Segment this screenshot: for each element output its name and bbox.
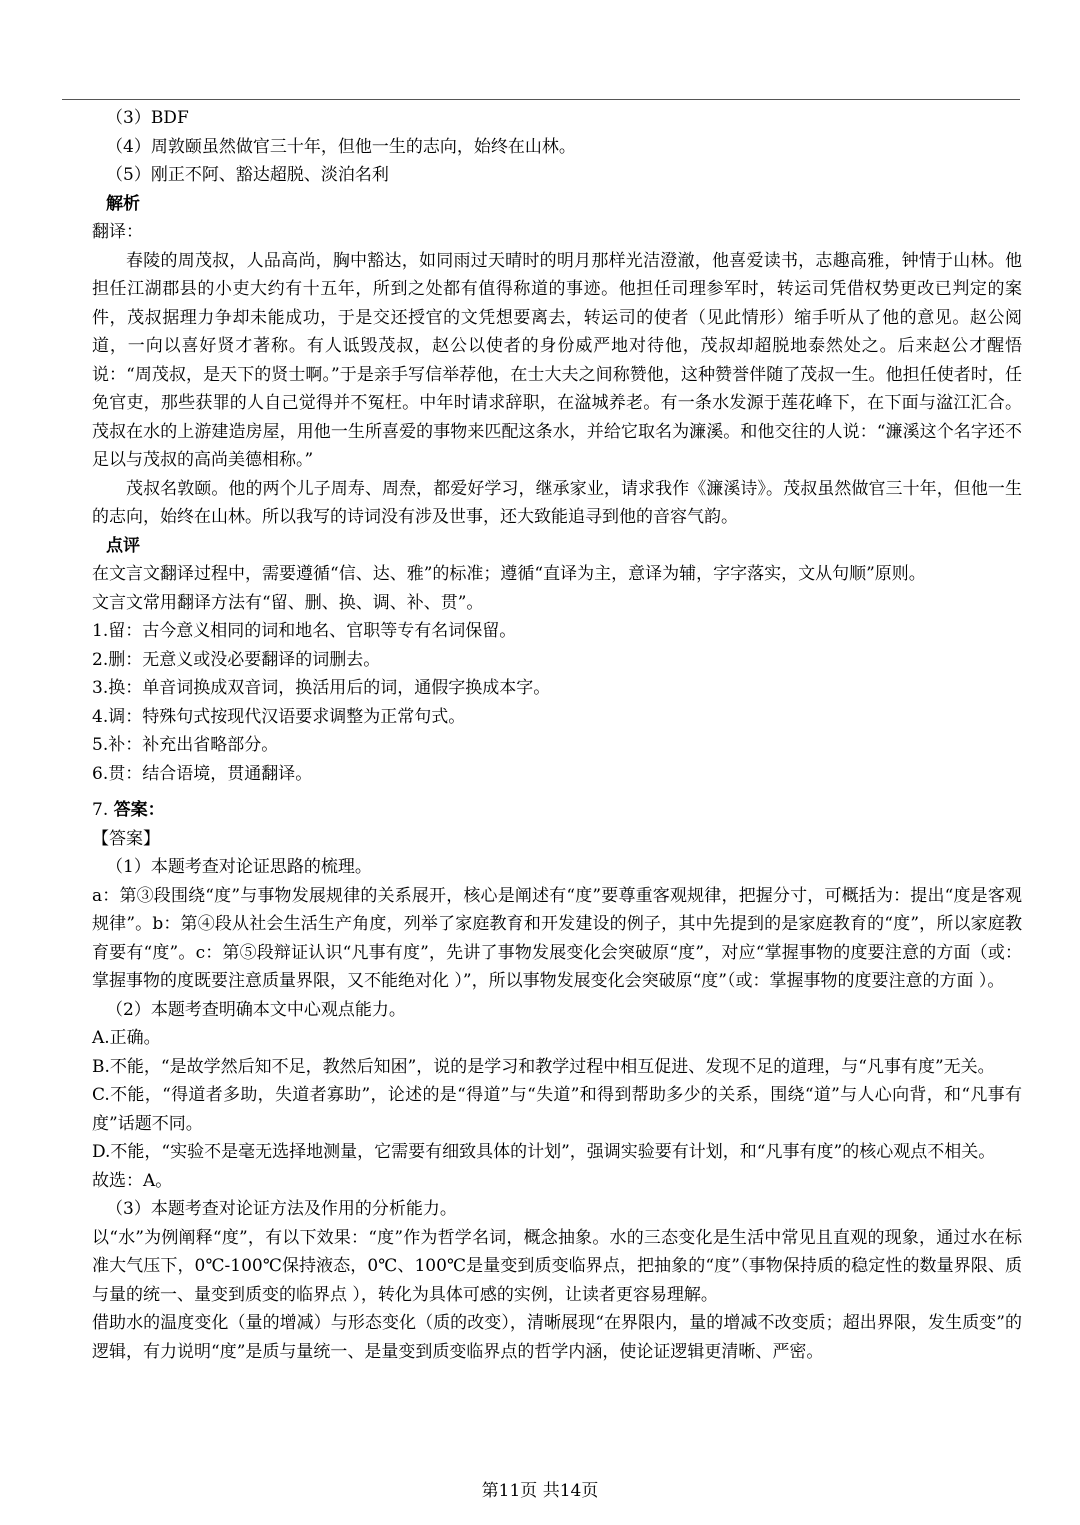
method-item-2: 2.删：无意义或没必要翻译的词删去。 bbox=[92, 649, 381, 670]
q7-sub1-body: a：第③段围绕“度”与事物发展规律的关系展开，核心是阐述有“度”要尊重客观规律，把握分寸，可概括为：提出“度是客观规律”。b：第④段从社会生活生产角度，列举了家庭教育和开发建设的例子，其中先提到的是家庭教育的“度”，所以家庭教育要有“度”。c：第⑤段辩证认识“凡事有度”，先讲了事物发展变化会突破原“度”，对应“掌握事物的度要注意的方面（或：掌握事物的度既要注意质量界限，又不能绝对化 ）”，所以事物发展变化会突破原“度”（或：掌握事物的度要注意的方面 ）。 bbox=[92, 885, 1022, 991]
method-item-5: 5.补：补充出省略部分。 bbox=[92, 735, 279, 755]
header-rule bbox=[62, 99, 1020, 100]
dianping-heading: 点评 bbox=[106, 535, 140, 556]
q7-selection: 故选：A。 bbox=[92, 1170, 173, 1191]
q7-sub2-title: （2）本题考查明确本文中心观点能力。 bbox=[106, 999, 406, 1020]
question-number: 7. bbox=[92, 800, 109, 820]
dianping-paragraph-1: 在文言文翻译过程中，需要遵循“信、达、雅”的标准；遵循“直译为主，意译为辅，字字落实，文从句顺”原则。 bbox=[92, 564, 926, 584]
method-item-3: 3.换：单音词换成双音词，换活用后的词，通假字换成本字。 bbox=[92, 678, 551, 698]
translation-label: 翻译： bbox=[92, 222, 143, 242]
answer-5: （5）刚正不阿、豁达超脱、淡泊名利 bbox=[106, 165, 389, 185]
q7-option-b: B.不能，“是故学然后知不足，教然后知困”，说的是学习和教学过程中相互促进、发现不足的道理，与“凡事有度”无关。 bbox=[92, 1056, 995, 1077]
translation-paragraph-1: 春陵的周茂叔，人品高尚，胸中豁达，如同雨过天晴时的明月那样光洁澄澈，他喜爱读书，志趣高雅，钟情于山林。他担任江湖郡县的小吏大约有十五年，所到之处都有值得称道的事迹。他担任司理参军时，转运司凭借权势更改已判定的案件，茂叔据理力争却未能成功，于是交还授官的文凭想要离去，转运司的使者（见此情形）缩手听从了他的意见。赵公阅道，一向以喜好贤才著称。有人诋毁茂叔，赵公以使者的身份威严地对待他，茂叔却超脱地泰然处之。后来赵公才醒悟说：“周茂叔，是天下的贤士啊。”于是亲手写信举荐他，在士大夫之间称赞他，这种赞誉伴随了茂叔一生。他担任使者时，任免官吏，那些获罪的人自己觉得并不冤枉。中年时请求辞职，在湓城养老。有一条水发源于莲花峰下，在下面与湓江汇合。茂叔在水的上游建造房屋，用他一生所喜爱的事物来匹配这条水，并给它取名为濂溪。和他交往的人说：“濂溪这个名字还不足以与茂叔的高尚美德相称。” bbox=[92, 250, 1022, 470]
q7-option-c: C.不能，“得道者多助，失道者寡助”，论述的是“得道”与“失道”和得到帮助多少的关系，围绕“道”与人心向背，和“凡事有度”话题不同。 bbox=[92, 1085, 1022, 1134]
answer-3: （3）BDF bbox=[106, 108, 189, 128]
method-item-6: 6.贯：结合语境，贯通翻译。 bbox=[92, 763, 313, 784]
question-7-header bbox=[92, 796, 1022, 825]
page-content bbox=[92, 104, 1022, 1366]
q7-sub1-title: （1）本题考查对论证思路的梳理。 bbox=[106, 857, 372, 877]
q7-sub3-title: （3）本题考查对论证方法及作用的分析能力。 bbox=[106, 1199, 457, 1219]
translation-paragraph-2: 茂叔名敦颐。他的两个儿子周寿、周焘，都爱好学习，继承家业，请求我作《濂溪诗》。茂叔虽然做官三十年，但他一生的志向，始终在山林。所以我写的诗词没有涉及世事，还大致能追寻到他的音容气韵。 bbox=[92, 478, 1022, 527]
question-title: 答案： bbox=[113, 800, 165, 820]
answer-4: （4）周敦颐虽然做官三十年，但他一生的志向，始终在山林。 bbox=[106, 136, 576, 157]
q7-sub3-paragraph-2: 借助水的温度变化（量的增减）与形态变化（质的改变），清晰展现“在界限内，量的增减不改变质；超出界限，发生质变”的逻辑，有力说明“度”是质与量统一、是量变到质变临界点的哲学内涵，使论证逻辑更清晰、严密。 bbox=[92, 1313, 1022, 1362]
q7-option-a: A.正确。 bbox=[92, 1028, 161, 1048]
q7-sub3-paragraph-1: 以“水”为例阐释“度”，有以下效果：“度”作为哲学名词，概念抽象。水的三态变化是生活中常见且直观的现象，通过水在标准大气压下，0℃-100℃保持液态，0℃、100℃是量变到质变临界点，把抽象的“度”（事物保持质的稳定性的数量界限、质与量的统一、量变到质变的临界点 ），转化为具体可感的实例，让读者更容易理解。 bbox=[92, 1227, 1022, 1305]
dianping-paragraph-2: 文言文常用翻译方法有“留、删、换、调、补、贯”。 bbox=[92, 592, 484, 613]
method-item-1: 1.留：古今意义相同的词和地名、官职等专有名词保留。 bbox=[92, 621, 517, 641]
answer-tag: 【答案】 bbox=[92, 828, 160, 849]
method-item-4: 4.调：特殊句式按现代汉语要求调整为正常句式。 bbox=[92, 706, 466, 727]
page-footer: 第11页 共14页 bbox=[481, 1481, 599, 1501]
jiexi-heading: 解析 bbox=[106, 193, 140, 214]
q7-option-d: D.不能，“实验不是毫无选择地测量，它需要有细致具体的计划”，强调实验要有计划，和“凡事有度”的核心观点不相关。 bbox=[92, 1142, 996, 1162]
